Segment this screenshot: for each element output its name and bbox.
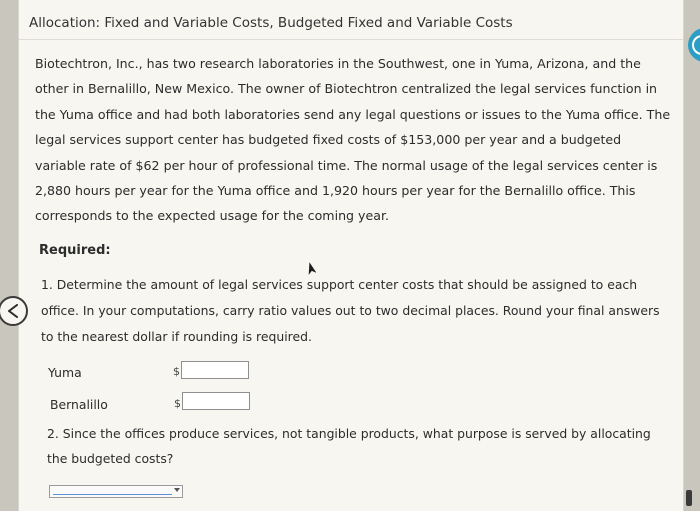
- page-title: Allocation: Fixed and Variable Costs, Budgeted Fixed and Variable Costs: [29, 15, 513, 31]
- scroll-marker: [686, 490, 692, 506]
- question-1-line: office. In your computations, carry ratio values out to two decimal places. Round your final answers: [41, 303, 660, 318]
- question-1-text: [41, 272, 677, 350]
- side-tab-inner: [692, 35, 700, 55]
- question-2-line: 2. Since the offices produce services, not tangible products, what purpose is served by allocating: [47, 426, 651, 441]
- bernalillo-currency-symbol: $: [174, 397, 181, 410]
- question-2-text: [47, 421, 677, 471]
- bernalillo-label: Bernalillo: [50, 397, 108, 412]
- problem-statement: [35, 51, 677, 229]
- side-tab-icon[interactable]: [688, 28, 700, 62]
- mouse-cursor-icon: [306, 260, 316, 279]
- problem-line: corresponds to the expected usage for the coming year.: [35, 208, 389, 224]
- question-2-line: the budgeted costs?: [47, 451, 174, 466]
- problem-line: legal services support center has budgeted fixed costs of $153,000 per year and a budgeted: [35, 132, 622, 148]
- yuma-amount-input[interactable]: [181, 361, 249, 379]
- question-1-line: 1. Determine the amount of legal services support center costs that should be assigned to each: [41, 277, 638, 292]
- dropdown-underline: [53, 494, 172, 495]
- question-1-line: to the nearest dollar if rounding is required.: [41, 329, 312, 344]
- problem-line: the Yuma office and had both laboratories send any legal questions or issues to the Yuma office. The: [35, 106, 671, 122]
- yuma-label: Yuma: [48, 365, 82, 380]
- yuma-currency-symbol: $: [173, 365, 180, 378]
- problem-line: variable rate of $62 per hour of professional time. The normal usage of the legal services center is: [35, 157, 658, 173]
- chevron-left-icon: [7, 304, 19, 318]
- purpose-dropdown[interactable]: [49, 485, 183, 498]
- chevron-down-icon: [174, 488, 180, 492]
- problem-line: other in Bernalillo, New Mexico. The owner of Biotechtron centralized the legal services function in: [35, 81, 658, 97]
- problem-line: Biotechtron, Inc., has two research laboratories in the Southwest, one in Yuma, Arizona, and the: [35, 56, 641, 71]
- title-divider: [19, 39, 683, 40]
- problem-page: [18, 0, 684, 511]
- required-heading: Required:: [39, 243, 111, 258]
- bernalillo-amount-input[interactable]: [182, 392, 250, 410]
- problem-line: 2,880 hours per year for the Yuma office and 1,920 hours per year for the Bernalillo office. This: [35, 183, 636, 199]
